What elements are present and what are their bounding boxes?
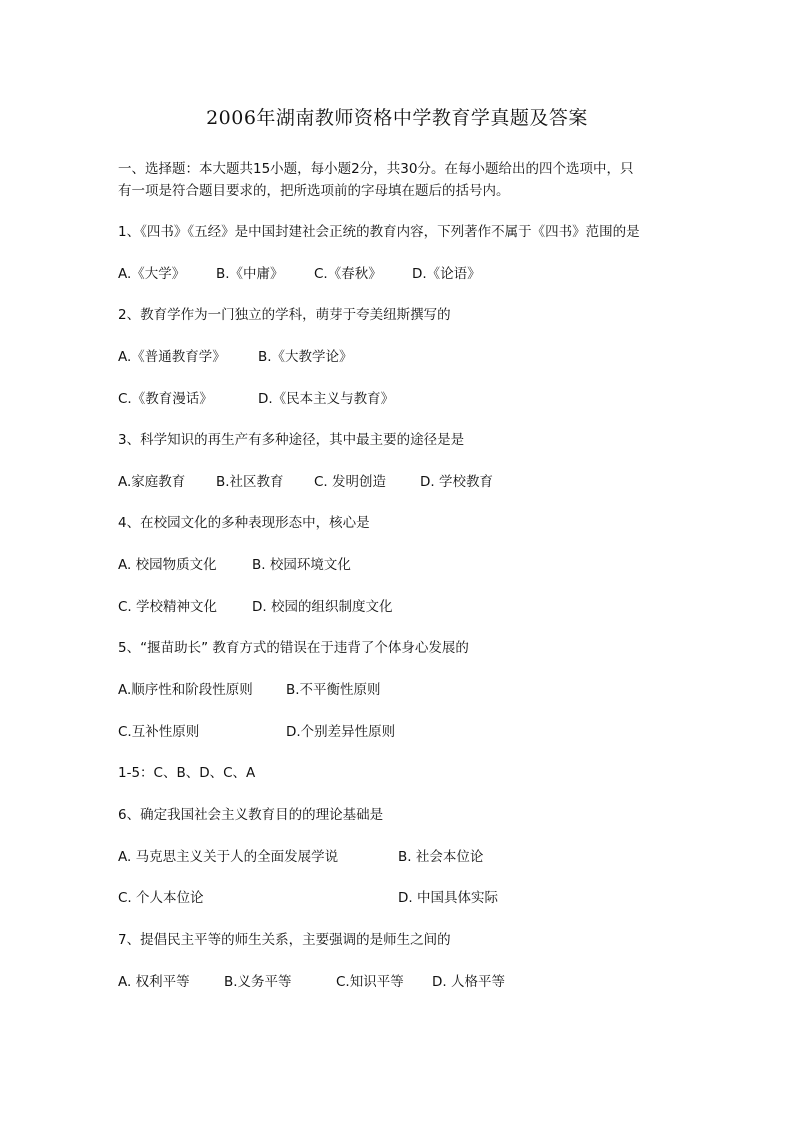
question-4-option-b: B. 校园环境文化 <box>252 557 351 573</box>
question-1-stem: 1、《四书》《五经》是中国封建社会正统的教育内容，下列著作不属于《四书》范围的是 <box>118 224 640 240</box>
intro-line: 一、选择题：本大题共15小题，每小题2分，共30分。在每小题给出的四个选项中，只 <box>118 161 634 177</box>
question-2-option-a: A.《普通教育学》 <box>118 349 226 365</box>
question-6-option-a: A. 马克思主义关于人的全面发展学说 <box>118 849 339 865</box>
answer-key: 1-5：C、B、D、C、A <box>118 765 256 781</box>
question-4-stem: 4、在校园文化的多种表现形态中，核心是 <box>118 515 370 531</box>
question-4-option-d: D. 校园的组织制度文化 <box>252 599 393 615</box>
question-4-option-a: A. 校园物质文化 <box>118 557 217 573</box>
question-3-option-a: A.家庭教育 <box>118 474 186 490</box>
question-3-option-c: C. 发明创造 <box>314 474 387 490</box>
question-3-option-d: D. 学校教育 <box>420 474 493 490</box>
question-1-option-b: B.《中庸》 <box>216 266 284 282</box>
intro-line: 有一项是符合题目要求的，把所选项前的字母填在题后的括号内。 <box>118 183 510 199</box>
question-6-option-c: C. 个人本位论 <box>118 890 204 906</box>
question-2-stem: 2、教育学作为一门独立的学科，萌芽于夸美纽斯撰写的 <box>118 307 451 323</box>
page-title: 2006年湖南教师资格中学教育学真题及答案 <box>206 107 588 129</box>
question-5-option-c: C.互补性原则 <box>118 724 200 740</box>
question-2-option-c: C.《教育漫话》 <box>118 391 213 407</box>
question-7-stem: 7、提倡民主平等的师生关系，主要强调的是师生之间的 <box>118 932 451 948</box>
section-intro <box>118 158 678 202</box>
question-5-option-d: D.个别差异性原则 <box>286 724 396 740</box>
question-7-option-a: A. 权利平等 <box>118 974 190 990</box>
question-7-option-d: D. 人格平等 <box>432 974 505 990</box>
question-7-option-b: B.义务平等 <box>224 974 292 990</box>
question-5-stem: 5、“揠苗助长” 教育方式的错误在于违背了个体身心发展的 <box>118 640 469 656</box>
question-3-option-b: B.社区教育 <box>216 474 284 490</box>
question-6-option-d: D. 中国具体实际 <box>398 890 498 906</box>
question-5-option-a: A.顺序性和阶段性原则 <box>118 682 253 698</box>
question-1-option-a: A.《大学》 <box>118 266 186 282</box>
question-7-option-c: C.知识平等 <box>336 974 404 990</box>
question-1-option-c: C.《春秋》 <box>314 266 382 282</box>
question-6-stem: 6、确定我国社会主义教育目的的理论基础是 <box>118 807 384 823</box>
question-5-option-b: B.不平衡性原则 <box>286 682 381 698</box>
question-1-option-d: D.《论语》 <box>412 266 481 282</box>
question-2-option-b: B.《大教学论》 <box>258 349 353 365</box>
question-2-option-d: D.《民本主义与教育》 <box>258 391 395 407</box>
question-6-option-b: B. 社会本位论 <box>398 849 484 865</box>
question-4-option-c: C. 学校精神文化 <box>118 599 218 615</box>
question-3-stem: 3、科学知识的再生产有多种途径，其中最主要的途径是是 <box>118 432 465 448</box>
